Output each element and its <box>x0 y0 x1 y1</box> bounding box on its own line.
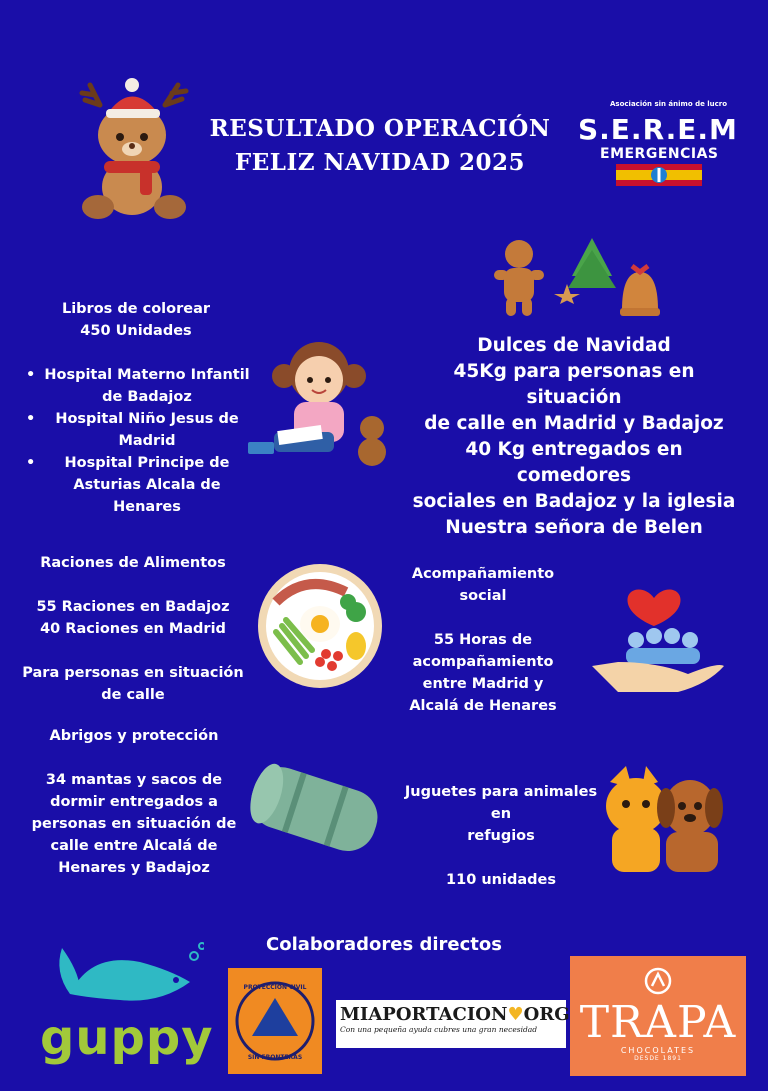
toys-title: refugios <box>467 828 535 844</box>
food-section <box>22 552 244 706</box>
proteccion-civil-logo <box>228 968 322 1074</box>
christmas-cookies-icon <box>492 232 662 324</box>
food-line: 40 Raciones en Madrid <box>40 621 226 637</box>
coats-line: dormir entregados a <box>50 794 218 810</box>
social-title: social <box>459 588 507 604</box>
toys-title: Juguetes para animales en <box>404 784 598 822</box>
sweets-line: 40 Kg entregados en comedores <box>465 439 683 486</box>
toys-section <box>396 781 606 891</box>
miaportacion-name: MIAPORTACION <box>340 1004 508 1025</box>
coats-line: calle entre Alcalá de <box>50 838 218 854</box>
coats-section <box>26 725 242 879</box>
heart-icon: ♥ <box>507 1004 524 1025</box>
coats-line: 34 mantas y sacos de <box>45 772 223 788</box>
social-title: Acompañamiento <box>411 566 555 582</box>
guppy-logo <box>40 942 214 1066</box>
sleeping-bag-icon <box>240 758 388 862</box>
trapa-wordmark: TRAPA <box>579 997 737 1048</box>
list-item: • Hospital Materno Infantil de Badajoz <box>22 364 250 408</box>
sweets-line: sociales en Badajoz y la iglesia <box>412 491 736 512</box>
social-section <box>400 563 566 717</box>
serem-logo <box>578 100 738 190</box>
miaportacion-org: ORG <box>523 1004 570 1025</box>
pc-bottom-text: SIN FRONTERAS <box>247 1054 303 1061</box>
miaportacion-logo <box>336 1000 570 1048</box>
social-line: 55 Horas de <box>433 632 533 648</box>
serem-tagline: Asociación sin ánimo de lucro <box>610 100 728 108</box>
social-line: acompañamiento <box>412 654 554 670</box>
sweets-section <box>408 333 740 541</box>
sweets-line: de calle en Madrid y Badajoz <box>424 413 724 434</box>
serem-name: S.E.R.E.M <box>578 113 738 146</box>
trapa-since: DESDE 1891 <box>634 1055 682 1062</box>
books-title: Libros de colorear <box>61 301 211 317</box>
trapa-sub: CHOCOLATES <box>620 1046 696 1055</box>
spain-flag-icon <box>616 164 736 186</box>
serem-sub: EMERGENCIAS <box>600 146 719 162</box>
sweets-line: 45Kg para personas en situación <box>453 361 695 408</box>
coats-title: Abrigos y protección <box>49 728 219 744</box>
pc-top-text: PROTECCIÓN CIVIL <box>243 984 307 991</box>
hospital-list <box>22 364 250 518</box>
food-plate-icon <box>256 562 384 690</box>
books-amount: 450 Unidades <box>80 323 192 339</box>
books-section <box>22 298 250 518</box>
helping-hand-icon <box>588 562 728 702</box>
title-line-2: FELIZ NAVIDAD 2025 <box>234 149 526 176</box>
collaborators-heading: Colaboradores directos <box>266 934 502 955</box>
social-line: entre Madrid y <box>422 676 544 692</box>
coats-line: Henares y Badajoz <box>58 860 210 876</box>
food-line: Para personas en situación <box>22 665 244 681</box>
trapa-logo <box>570 956 746 1076</box>
food-title: Raciones de Alimentos <box>40 555 226 571</box>
sweets-title: Dulces de Navidad <box>477 335 671 356</box>
girl-coloring-icon <box>244 330 394 472</box>
trapa-emblem-icon <box>643 966 673 996</box>
miaportacion-tagline: Con una pequeña ayuda cubres una gran necesidad <box>340 1025 538 1034</box>
list-item: • Hospital Principe de Asturias Alcala de Henares <box>22 452 250 518</box>
title-line-1: RESULTADO OPERACIÓN <box>209 115 551 142</box>
food-line: de calle <box>101 687 165 703</box>
reindeer-icon <box>70 75 200 225</box>
sweets-line: Nuestra señora de Belen <box>445 517 703 538</box>
fish-icon <box>40 942 204 1012</box>
cat-and-dog-icon <box>600 762 726 874</box>
coats-line: personas en situación de <box>31 816 237 832</box>
list-item: • Hospital Niño Jesus de Madrid <box>22 408 250 452</box>
food-line: 55 Raciones en Badajoz <box>36 599 230 615</box>
toys-amount: 110 unidades <box>446 872 556 888</box>
guppy-wordmark: guppy <box>40 1010 214 1066</box>
social-line: Alcalá de Henares <box>409 698 557 714</box>
page-title <box>190 112 570 180</box>
